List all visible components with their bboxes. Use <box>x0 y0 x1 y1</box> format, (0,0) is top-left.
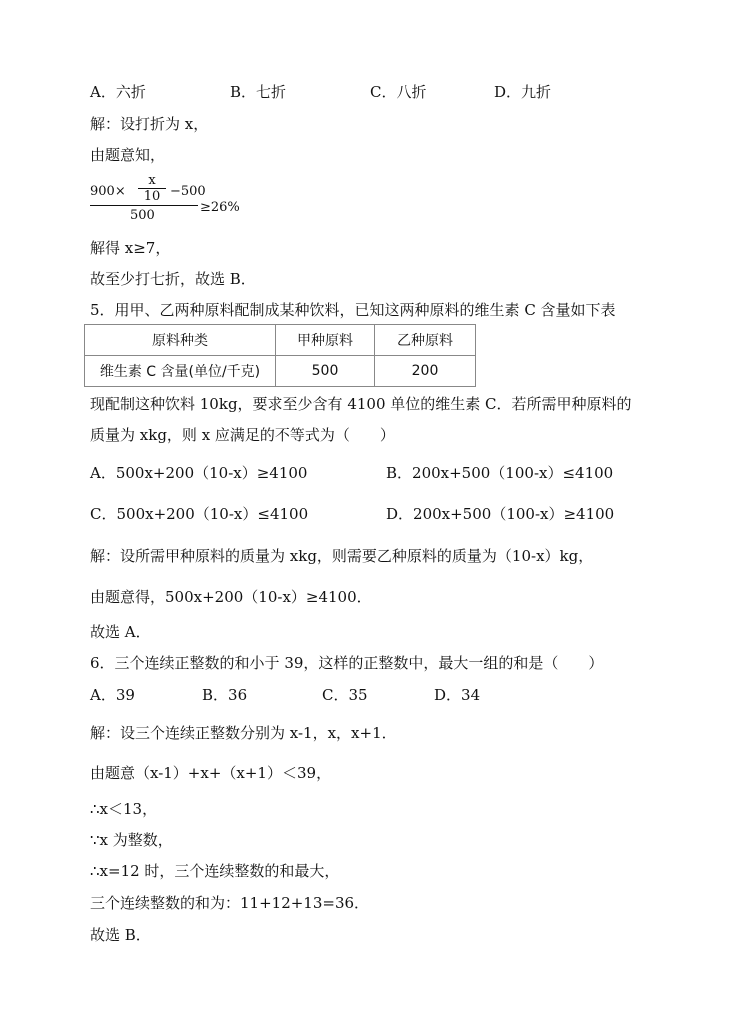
table-header-cell: 原料种类 <box>85 325 276 356</box>
q4-fraction-expression <box>90 173 260 226</box>
q5-solution-line-3: 故选 A． <box>90 623 151 641</box>
q4-option-a: A．六折 <box>90 83 146 101</box>
q6-solution-line-3: ∴x＜13， <box>90 800 158 818</box>
q5-stem-line-3: 质量为 xkg，则 x 应满足的不等式为（ ） <box>90 426 395 444</box>
q5-option-b: B．200x+500（100-x）≤4100 <box>386 464 614 482</box>
q4-option-c: C．八折 <box>370 83 427 101</box>
fraction-denominator: 500 <box>130 208 155 223</box>
q6-option-c: C．35 <box>322 686 368 704</box>
q6-solution-line-1: 解：设三个连续正整数分别为 x-1，x，x+1． <box>90 724 397 742</box>
q4-solution-line-2: 由题意知， <box>90 146 166 164</box>
q6-option-d: D．34 <box>434 686 481 704</box>
fraction-bar <box>90 205 198 206</box>
q4-solution-line-4: 故至少打七折，故选 B． <box>90 270 256 288</box>
q6-solution-line-6: 三个连续整数的和为：11+12+13=36． <box>90 894 370 912</box>
fraction-relation: ≥26% <box>200 200 240 215</box>
q6-stem: 6．三个连续正整数的和小于 39，这样的正整数中，最大一组的和是（ ） <box>90 654 604 672</box>
numerator-lead: 900× <box>90 184 126 199</box>
q5-option-d: D．200x+500（100-x）≥4100 <box>386 505 615 523</box>
q5-solution-line-1: 解：设所需甲种原料的质量为 xkg，则需要乙种原料的质量为（10-x）kg， <box>90 547 594 565</box>
q6-option-b: B．36 <box>202 686 248 704</box>
q4-option-b: B．七折 <box>230 83 287 101</box>
q5-option-c: C．500x+200（10-x）≤4100 <box>90 505 309 523</box>
q5-option-a: A．500x+200（10-x）≥4100 <box>90 464 308 482</box>
q6-solution-line-7: 故选 B． <box>90 926 151 944</box>
numerator-tail: −500 <box>170 184 206 199</box>
q4-solution-line-1: 解：设打折为 x， <box>90 115 209 133</box>
q5-solution-line-2: 由题意得，500x+200（10-x）≥4100． <box>90 588 372 606</box>
inner-denominator: 10 <box>143 189 161 204</box>
inner-fraction <box>138 174 166 203</box>
table-header-row <box>85 325 476 356</box>
inner-numerator: x <box>148 173 156 188</box>
q6-option-a: A．39 <box>90 686 135 704</box>
table-cell: 500 <box>276 356 375 387</box>
q4-option-d: D．九折 <box>494 83 552 101</box>
table-header-cell: 甲种原料 <box>276 325 375 356</box>
table-cell: 维生素 C 含量(单位/千克) <box>85 356 276 387</box>
q5-data-table <box>84 324 476 387</box>
q5-stem-line-2: 现配制这种饮料 10kg，要求至少含有 4100 单位的维生素 C．若所需甲种原料的 <box>90 395 632 413</box>
q6-solution-line-2: 由题意（x-1）+x+（x+1）＜39， <box>90 764 332 782</box>
q6-solution-line-5: ∴x=12 时，三个连续整数的和最大， <box>90 862 340 880</box>
table-cell: 200 <box>375 356 476 387</box>
q6-solution-line-4: ∵x 为整数， <box>90 831 173 849</box>
table-row <box>85 356 476 387</box>
table-header-cell: 乙种原料 <box>375 325 476 356</box>
q4-solution-line-3: 解得 x≥7， <box>90 239 171 257</box>
q5-stem: 5．用甲、乙两种原料配制成某种饮料，已知这两种原料的维生素 C 含量如下表 <box>90 301 616 319</box>
